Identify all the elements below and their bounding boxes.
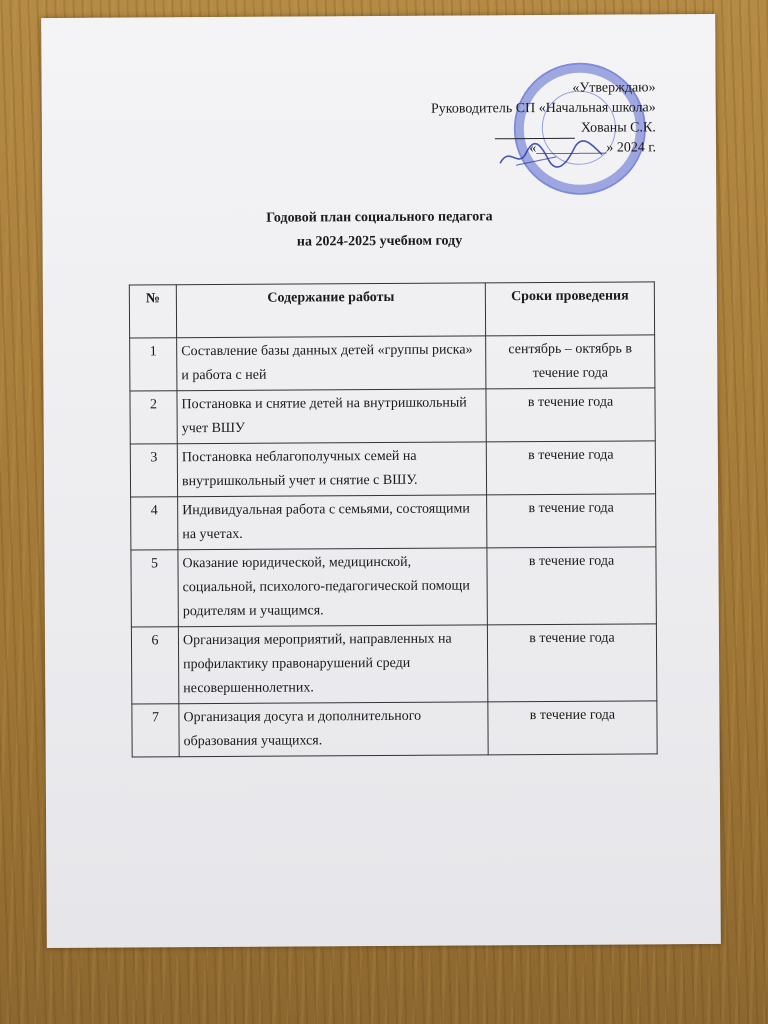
row-content: Организация досуга и дополнительного образования учащихся. [179, 702, 488, 757]
row-term: в течение года [486, 441, 655, 495]
row-number: 2 [130, 391, 177, 444]
row-term: в течение года [487, 624, 656, 702]
row-content: Организация мероприятий, направленных на профилактику правонарушений среди несовершеннолетних. [178, 625, 487, 704]
document-page [41, 14, 721, 948]
plan-table [129, 281, 658, 757]
title-line-2: на 2024-2025 учебном году [296, 233, 463, 250]
header-content: Содержание работы [176, 283, 485, 338]
table-row [130, 441, 655, 497]
document-title [42, 204, 716, 256]
row-term: в течение года [487, 547, 656, 625]
approval-line-3: Хованы С.К. [431, 118, 656, 139]
row-content: Составление базы данных детей «группы риска» и работа с ней [177, 336, 486, 391]
row-number: 5 [131, 550, 178, 627]
row-term: сентябрь – октябрь в течение года [486, 335, 655, 389]
row-content: Оказание юридической, медицинской, социальной, психолого-педагогической помощи родителям и учащимся. [178, 548, 487, 627]
header-number: № [129, 285, 176, 338]
table-row [130, 335, 655, 391]
row-content: Индивидуальная работа с семьями, состоящими на учетах. [178, 495, 487, 550]
row-content: Постановка неблагополучных семей на внутришкольный учет и снятие с ВШУ. [177, 442, 486, 497]
title-line-1: Годовой план социального педагога [266, 209, 493, 226]
table-header-row [129, 282, 654, 338]
table-row [131, 624, 656, 704]
row-number: 3 [130, 444, 177, 497]
row-number: 4 [131, 497, 178, 550]
row-number: 7 [132, 704, 179, 757]
handwritten-signature [496, 135, 606, 176]
row-term: в течение года [488, 701, 657, 755]
approval-line-4: «__________» 2024 г. [529, 140, 657, 157]
table-row [131, 494, 656, 550]
table-row [132, 701, 657, 757]
approval-line-2: Руководитель СП «Начальная школа» [430, 100, 656, 117]
approval-line-1: «Утверждаю» [572, 80, 656, 96]
header-term: Сроки проведения [485, 282, 654, 336]
row-term: в течение года [486, 388, 655, 442]
row-content: Постановка и снятие детей на внутришкольный учет ВШУ [177, 389, 486, 444]
row-number: 1 [130, 338, 177, 391]
table-row [131, 547, 656, 627]
table-row [130, 388, 655, 444]
row-number: 6 [131, 627, 178, 704]
row-term: в течение года [487, 494, 656, 548]
